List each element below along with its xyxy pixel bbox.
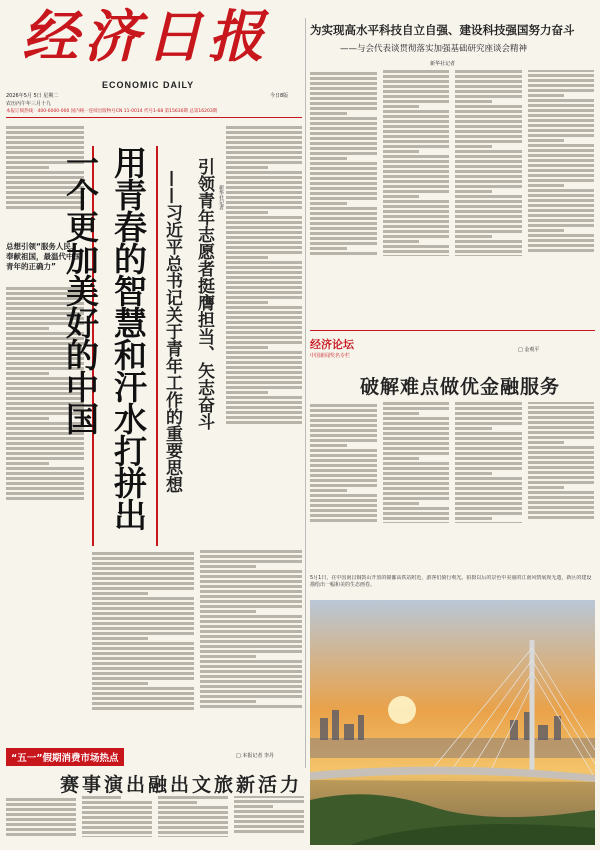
feature-headline: 赛事演出融出文旅新活力: [60, 774, 303, 796]
river-city-photo: [310, 600, 595, 845]
top-story-subtitle: ——与会代表谈贯彻落实加强基础研究座谈会精神: [340, 44, 528, 54]
top-story-byline: 新华社记者: [430, 61, 456, 67]
masthead-rule: [6, 117, 302, 118]
masthead-date: 2026年5月 5日 星期二: [6, 93, 59, 99]
main-title-line2: ——习近平总书记关于青年工作的重要思想: [162, 170, 182, 493]
masthead-lunar: 农历丙午年三月十九: [6, 101, 52, 107]
forum-headline: 破解难点做优金融服务: [360, 376, 561, 398]
masthead-edition: 今日8版: [270, 93, 289, 99]
side-story-title: 总想引领“服务人民、奉献祖国，最温代中国青年的正确力”: [6, 242, 81, 271]
masthead-title: 经济日报: [22, 4, 270, 70]
forum-byline: □ 金观平: [518, 347, 540, 353]
feature-byline: □ 本报记者 李丹: [236, 753, 274, 759]
forum-column-name: 经济论坛: [310, 338, 354, 351]
main-title-line1: 引领青年志愿者挺膺担当、矢志奋斗: [194, 158, 214, 430]
top-story-title: 为实现高水平科技自立自强、建设科技强国努力奋斗: [310, 23, 575, 37]
forum-column-sub: 中国新闻奖名专栏: [310, 353, 351, 359]
main-right-column: [226, 124, 302, 544]
masthead-phone-line: 本报订阅热线：400-6000-000 国内统一连续出版物号CN 11-0014 代号1-68 第15630期 总第16203期: [6, 109, 218, 114]
main-body-bottom: [92, 550, 302, 770]
feature-tag: “五一”假期消费市场热点: [6, 748, 124, 766]
masthead-english: ECONOMIC DAILY: [102, 80, 195, 90]
forum-rule-top: [310, 330, 595, 331]
main-headline: 用青春的智慧和汗水打拼出一个更加美好的中国: [92, 146, 158, 546]
top-story-body: [310, 70, 594, 325]
forum-body: [310, 402, 594, 570]
main-byline: 新华社记者: [218, 185, 224, 210]
column-divider: [305, 18, 306, 768]
feature-body: [6, 796, 304, 846]
photo-caption: 5月1日，在中国南昌铜鼓山开放的赣鄱高铁站附近，游客们骑行观光。拍摄以后的景色中美丽的江南风情展现无遗，新区的建设描绘出一幅和美的生态画卷。: [310, 575, 592, 588]
